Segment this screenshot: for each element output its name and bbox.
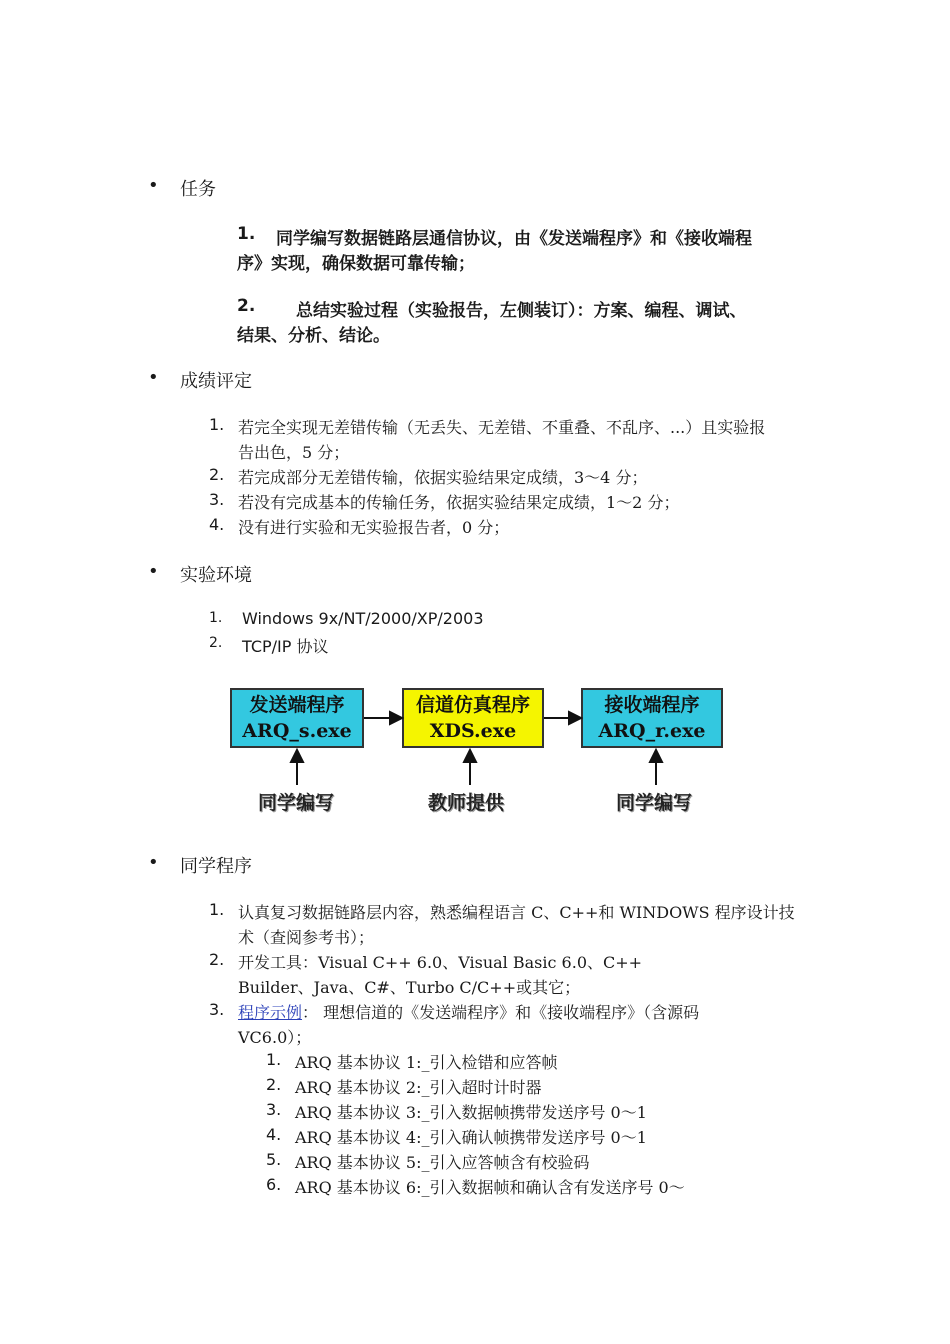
section-heading-task: 任务 [180, 179, 216, 200]
task-item-1-line2: 序》实现，确保数据可靠传输； [237, 254, 475, 274]
task-item-1-num: 1. [237, 224, 256, 244]
task-item-2-line1: 总结实验过程（实验报告，左侧装订）：方案、编程、调试、 [296, 301, 747, 321]
arrowhead-right-icon [390, 712, 402, 724]
sub-item-1-text: ARQ 基本协议 1:_引入检错和应答帧 [295, 1053, 558, 1072]
sub-item-2-num: 2. [266, 1075, 282, 1094]
task-item-1-line1: 同学编写数据链路层通信协议，由《发送端程序》和《接收端程 [276, 229, 752, 249]
section-heading-environment: 实验环境 [180, 565, 252, 586]
caption-student-write-2: 同学编写 [616, 792, 693, 814]
receiver-program-exe: ARQ_r.exe [598, 720, 706, 742]
arrowhead-up-icon [650, 750, 662, 762]
grading-item-3-num: 3. [209, 490, 225, 509]
caption-teacher-provide: 教师提供 [428, 792, 505, 814]
sender-program-exe: ARQ_s.exe [242, 720, 352, 742]
student-item-3-line1 [238, 1000, 699, 1023]
env-item-1-text: Windows 9x/NT/2000/XP/2003 [242, 609, 484, 628]
channel-simulator-exe: XDS.exe [429, 720, 517, 742]
channel-simulator-title: 信道仿真程序 [415, 694, 530, 716]
section-heading-grading: 成绩评定 [180, 371, 252, 392]
program-example-link[interactable]: 程序示例 [238, 1003, 303, 1022]
env-item-1-num: 1. [209, 610, 223, 626]
grading-item-4-num: 4. [209, 515, 225, 534]
student-item-1-line1: 认真复习数据链路层内容，熟悉编程语言 C、C++和 WINDOWS 程序设计技 [238, 903, 795, 922]
env-item-2-text: TCP/IP 协议 [242, 637, 329, 656]
grading-item-2-num: 2. [209, 465, 225, 484]
student-item-2-line2: Builder、Java、C#、Turbo C/C++或其它； [238, 978, 581, 997]
bullet-dot: • [148, 561, 159, 582]
student-item-2-line1: 开发工具：Visual C++ 6.0、Visual Basic 6.0、C++ [238, 953, 643, 972]
sub-item-2-text: ARQ 基本协议 2:_引入超时计时器 [295, 1078, 542, 1097]
grading-item-1-line2: 告出色，5 分； [238, 443, 350, 462]
arrowhead-right-icon [569, 712, 581, 724]
receiver-program-title: 接收端程序 [604, 694, 700, 716]
student-item-2-num: 2. [209, 950, 225, 969]
sub-item-4-num: 4. [266, 1125, 282, 1144]
sub-item-3-num: 3. [266, 1100, 282, 1119]
sub-item-1-num: 1. [266, 1050, 282, 1069]
bullet-dot: • [148, 175, 159, 196]
arrowhead-up-icon [291, 750, 303, 762]
grading-item-2-text: 若完成部分无差错传输，依据实验结果定成绩，3～4 分； [238, 468, 648, 487]
sub-item-5-num: 5. [266, 1150, 282, 1169]
grading-item-4-text: 没有进行实验和无实验报告者，0 分； [238, 518, 510, 537]
caption-student-write-1: 同学编写 [258, 792, 335, 814]
task-item-2-line2: 结果、分析、结论。 [237, 326, 390, 346]
grading-item-3-text: 若没有完成基本的传输任务，依据实验结果定成绩，1～2 分； [238, 493, 680, 512]
student-item-3-text: ： 理想信道的《发送端程序》和《接收端程序》（含源码 [302, 1003, 700, 1022]
bullet-dot: • [148, 367, 159, 388]
grading-item-1-line1: 若完全实现无差错传输（无丢失、无差错、不重叠、不乱序、...）且实验报 [238, 418, 766, 437]
sub-item-5-text: ARQ 基本协议 5:_引入应答帧含有校验码 [295, 1153, 590, 1172]
student-item-1-line2: 术（查阅参考书）； [238, 928, 375, 947]
sub-item-3-text: ARQ 基本协议 3:_引入数据帧携带发送序号 0～1 [295, 1103, 647, 1122]
student-item-1-num: 1. [209, 900, 225, 919]
task-item-2-num: 2. [237, 296, 256, 316]
section-heading-student: 同学程序 [180, 856, 252, 877]
sub-item-6-num: 6. [266, 1175, 282, 1194]
sub-item-6-text: ARQ 基本协议 6:_引入数据帧和确认含有发送序号 0～ [295, 1178, 685, 1197]
bullet-dot: • [148, 852, 159, 873]
sender-program-title: 发送端程序 [249, 694, 345, 716]
env-item-2-num: 2. [209, 635, 223, 651]
arrowhead-up-icon [464, 750, 476, 762]
grading-item-1-num: 1. [209, 415, 225, 434]
student-item-3-line2: VC6.0）； [238, 1028, 312, 1047]
student-item-3-num: 3. [209, 1000, 225, 1019]
sub-item-4-text: ARQ 基本协议 4:_引入确认帧携带发送序号 0～1 [295, 1128, 647, 1147]
